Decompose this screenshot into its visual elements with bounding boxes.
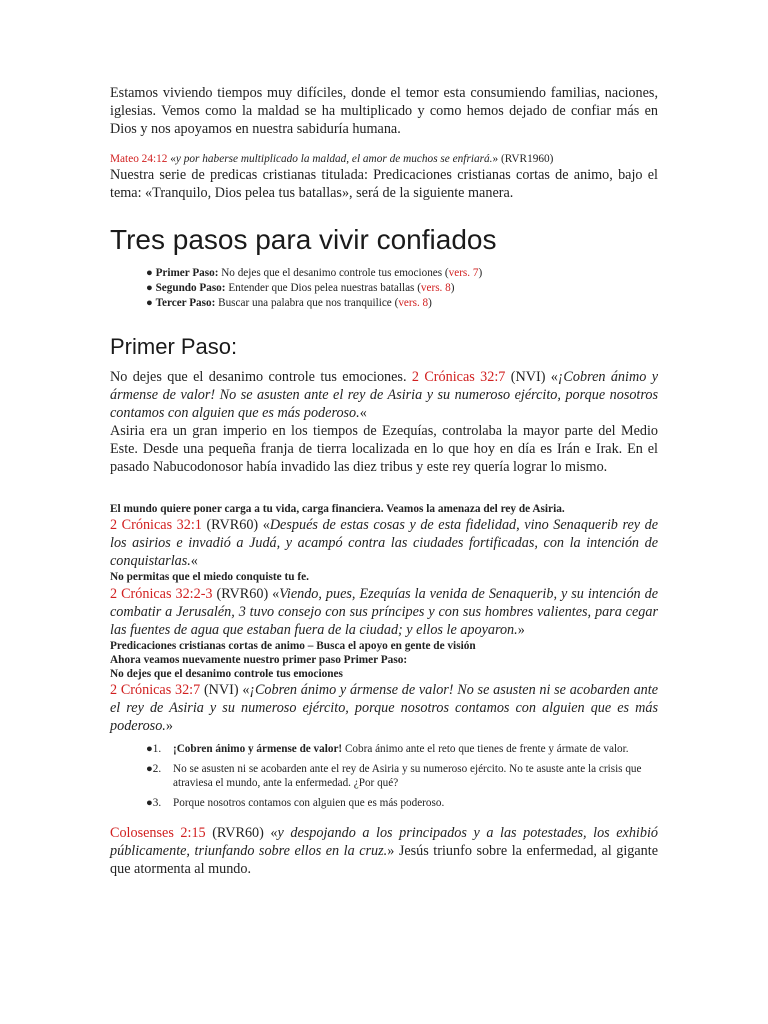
miedo-heading: No permitas que el miedo conquiste tu fe. bbox=[110, 571, 309, 584]
step-ref-link[interactable]: vers. 7 bbox=[448, 267, 479, 279]
primer-paso-verse: No dejes que el desanimo controle tus emociones. 2 Crónicas 32:7 (NVI) «¡Cobren ánimo y ármense de valor! No se asusten ante el rey de Asiria y su numeroso ejército, porque nosotros contamos con alguien que es más poderoso.« bbox=[110, 369, 658, 421]
verse-ref-link[interactable]: 2 Crónicas 32:7 bbox=[411, 369, 506, 385]
bold-line: No dejes que el desanimo controle tus emociones bbox=[110, 668, 343, 681]
mateo-verse: Mateo 24:12 «y por haberse multiplicado la maldad, el amor de muchos se enfriará.» (RVR1960) bbox=[110, 153, 554, 165]
intro-paragraph: Estamos viviendo tiempos muy difíciles, donde el temor esta consumiendo familias, naciones, iglesias. Vemos como la maldad se ha multiplicado y como hemos dejado de confiar más en Dios y nos apoyamos en nuestra sabiduría humana. bbox=[110, 85, 658, 137]
verse-ref-link[interactable]: 2 Crónicas 32:2-3 bbox=[110, 585, 213, 602]
verse-ref-link[interactable]: 2 Crónicas 32:7 bbox=[110, 682, 201, 699]
numbered-item: ●3. Porque nosotros contamos con alguien que es más poderoso. bbox=[146, 797, 445, 809]
verse-ref-mateo[interactable]: Mateo 24:12 bbox=[110, 153, 168, 165]
step-item: ● Primer Paso: No dejes que el desanimo controle tus emociones (vers. 7) bbox=[146, 267, 483, 279]
step-ref-link[interactable]: vers. 8 bbox=[398, 297, 429, 309]
cronicas-32-7-verse: 2 Crónicas 32:7 (NVI) «¡Cobren ánimo y ármense de valor! No se asusten ni se acobarden ante el rey de Asiria y su numeroso ejército, porque nosotros contamos con alguien que es más poderoso.» bbox=[110, 682, 659, 735]
mateo-verse-block bbox=[110, 152, 658, 202]
verse-text-mateo: y por haberse multiplicado la maldad, el amor de muchos se enfriará. bbox=[175, 153, 493, 165]
step-item: ● Segundo Paso: Entender que Dios pelea nuestras batallas (vers. 8) bbox=[146, 282, 455, 294]
series-paragraph: Nuestra serie de predicas cristianas titulada: Predicaciones cristianas cortas de animo, bajo el tema: «Tranquilo, Dios pelea tus batallas», será de la siguiente manera. bbox=[110, 167, 658, 201]
step-ref-link[interactable]: vers. 8 bbox=[420, 282, 451, 294]
bold-line: Ahora veamos nuevamente nuestro primer paso Primer Paso: bbox=[110, 653, 408, 666]
verse-ref-link[interactable]: Colosenses 2:15 bbox=[110, 825, 206, 841]
numbered-item: ●2. No se asusten ni se acobarden ante el rey de Asiria y su numeroso ejército. No te asuste ante la crisis que atraviesa el mundo, ante la enfermedad. ¿Por qué? bbox=[146, 763, 642, 789]
asiria-paragraph: Asiria era un gran imperio en los tiempos de Ezequías, controlaba la mayor parte del Medio Este. Desde una pequeña franja de tierra localizada en lo que hoy en día es Irán e Irak. En el pasado Nabucodonosor había invadido las diez tribus y este rey quería lograr lo mismo. bbox=[110, 423, 658, 475]
colosenses-verse: Colosenses 2:15 (RVR60) «y despojando a los principados y a las potestades, los exhibió públicamente, triunfando sobre ellos en la cruz.» Jesús triunfo sobre la enfermedad, al gigante que atormenta al mundo. bbox=[110, 825, 658, 877]
main-title: Tres pasos para vivir confiados bbox=[110, 224, 497, 255]
mundo-heading: El mundo quiere poner carga a tu vida, carga financiera. Veamos la amenaza del rey de Asiria. bbox=[110, 503, 565, 515]
cronicas-32-1-verse: 2 Crónicas 32:1 (RVR60) «Después de estas cosas y de esta fidelidad, vino Senaquerib rey de los asirios e invadió a Judá, y acampó contra las ciudades fortificadas, con la intención de conquistarlas.« bbox=[110, 517, 659, 570]
section-title-primer-paso: Primer Paso: bbox=[110, 334, 238, 359]
verse-ref-link[interactable]: 2 Crónicas 32:1 bbox=[110, 517, 202, 534]
bold-line: Predicaciones cristianas cortas de animo – Busca el apoyo en gente de visión bbox=[110, 639, 476, 652]
primer-paso-block bbox=[110, 368, 658, 476]
numbered-item: ●1. ¡Cobren ánimo y ármense de valor! Cobra ánimo ante el reto que tienes de frente y ármate de valor. bbox=[146, 743, 629, 755]
steps-list bbox=[146, 266, 656, 311]
step-item: ● Tercer Paso: Buscar una palabra que nos tranquilice (vers. 8) bbox=[146, 297, 432, 309]
numbered-list bbox=[146, 742, 658, 810]
cronicas-32-2-verse: 2 Crónicas 32:2-3 (RVR60) «Viendo, pues, Ezequías la venida de Senaquerib, y su intención de combatir a Jerusalén, 3 tuvo consejo con sus príncipes y con sus hombres valientes, para cegar las fuentes de agua que estaban fuera de la ciudad; y ellos le apoyaron.» bbox=[110, 585, 659, 638]
asiria-threat-block bbox=[110, 502, 658, 735]
